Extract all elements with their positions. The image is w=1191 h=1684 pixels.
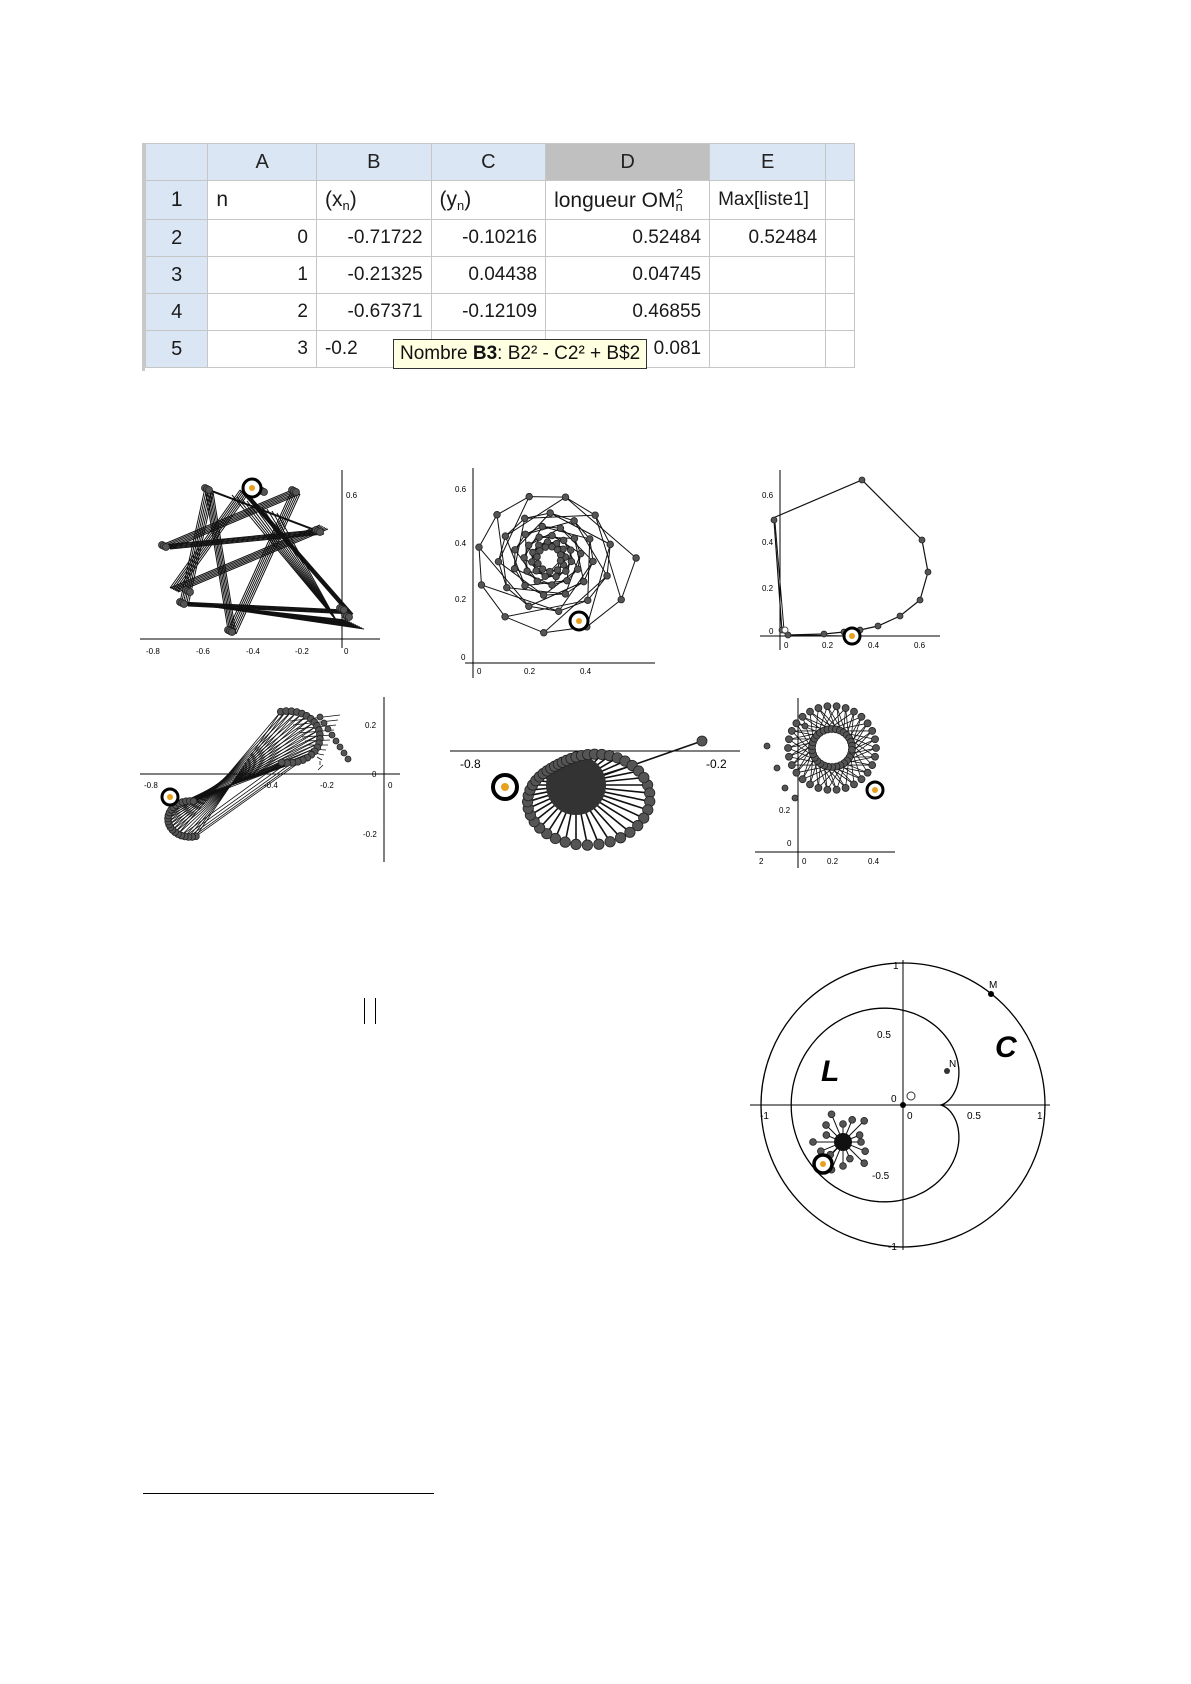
tick-y-0: 0.2 <box>365 721 377 730</box>
column-header-b[interactable]: B <box>316 144 431 181</box>
orbit-point <box>539 523 546 530</box>
column-header-a[interactable]: A <box>208 144 317 181</box>
tick-x-2: 0.4 <box>580 667 592 676</box>
orbit-point <box>925 569 931 575</box>
cell-c1-subscript: n <box>457 197 465 213</box>
orbit-point <box>317 714 323 720</box>
tick-x-1: -0.2 <box>706 757 727 771</box>
orbit-segment <box>168 734 320 821</box>
current-point-marker <box>493 775 517 799</box>
orbit-point <box>823 1132 830 1139</box>
orbit-point <box>615 833 625 843</box>
orbit-point <box>802 723 808 729</box>
orbit-point <box>503 584 510 591</box>
orbit-point <box>862 1148 869 1155</box>
orbit-point <box>539 566 546 573</box>
orbit-segment <box>595 515 621 599</box>
star-lines <box>162 488 364 634</box>
absolute-value-bars <box>364 998 376 1024</box>
polygon-path <box>773 480 928 635</box>
orbit-point <box>526 603 533 610</box>
point-m-label: M <box>989 980 998 991</box>
orbit-point <box>564 577 571 584</box>
orbit-segment <box>171 726 317 827</box>
orbit-point <box>502 533 509 540</box>
orbit-segment <box>479 547 482 585</box>
origin-point <box>782 627 788 633</box>
tick-y-0: 0.6 <box>346 491 358 500</box>
orbit-point <box>540 629 547 636</box>
orbit-point <box>547 510 554 517</box>
spreadsheet-grid[interactable] <box>145 143 855 368</box>
tooltip-prefix: Nombre <box>400 343 473 364</box>
orbit-point <box>333 738 339 744</box>
orbit-point <box>799 713 806 720</box>
orbit-point <box>560 837 570 847</box>
tick-x-0: 0 <box>784 641 789 650</box>
orbit-point <box>577 550 584 557</box>
figure-star <box>140 470 380 660</box>
orbit-segment <box>482 585 506 617</box>
point-n-label: N <box>949 1059 957 1070</box>
orbit-point <box>574 566 581 573</box>
polygon-points <box>771 477 931 638</box>
orbit-point <box>851 781 858 788</box>
footnote-rule <box>143 1493 434 1494</box>
column-header-c[interactable]: C <box>431 144 546 181</box>
orbit-point <box>594 839 604 849</box>
orbit-point <box>788 762 795 769</box>
orbit-point <box>785 753 792 760</box>
orbit-point <box>618 596 625 603</box>
orbit-point <box>823 1122 830 1129</box>
orbit-point <box>163 544 170 551</box>
orbit-point <box>604 573 611 580</box>
orbit-segment <box>182 747 317 802</box>
orbit-point <box>785 745 792 752</box>
orbit-point <box>858 1139 865 1146</box>
cell-e2[interactable]: 0.52484 <box>710 220 826 257</box>
tick-y-0: 0.2 <box>779 806 791 815</box>
cell-c4[interactable]: -0.12109 <box>431 294 546 331</box>
cell-b1-close: ) <box>349 187 357 211</box>
tick-x-3: 0.6 <box>914 641 926 650</box>
orbit-segment <box>529 497 565 498</box>
cell-f2[interactable] <box>826 220 855 257</box>
cell-b2[interactable]: -0.71722 <box>316 220 431 257</box>
tick-x-2: -0.2 <box>320 781 334 790</box>
orbit-point <box>840 1121 847 1128</box>
orbit-point <box>567 547 574 554</box>
orbit-point <box>555 608 562 615</box>
orbit-point <box>774 765 780 771</box>
orbit-point <box>562 591 569 598</box>
tick-y-1: 0 <box>787 839 792 848</box>
cell-d5[interactable]: 0.081 <box>546 331 710 368</box>
cell-d3[interactable]: 0.04745 <box>546 257 710 294</box>
orbit-point <box>788 727 795 734</box>
orbit-point <box>584 597 591 604</box>
cell-a1[interactable]: n <box>208 181 317 220</box>
cell-d2[interactable]: 0.52484 <box>546 220 710 257</box>
tick-x-0: 2 <box>759 857 764 866</box>
cell-c1[interactable] <box>431 181 546 220</box>
orbit-point <box>181 601 188 608</box>
orbit-point <box>568 558 575 565</box>
figure-pinwheel <box>450 705 740 885</box>
orbit-point <box>864 720 871 727</box>
tick-x-1: 0 <box>907 1111 913 1122</box>
cell-e5[interactable] <box>710 331 826 368</box>
orbit-point <box>495 558 502 565</box>
orbit-point <box>553 573 560 580</box>
orbit-point <box>512 546 519 553</box>
orbit-point <box>764 743 770 749</box>
cell-c2[interactable]: -0.10216 <box>431 220 546 257</box>
tick-x-0: -0.8 <box>146 647 160 656</box>
orbit-point <box>522 531 529 538</box>
orbit-point <box>534 578 541 585</box>
orbit-point <box>341 750 347 756</box>
orbit-point <box>840 1163 847 1170</box>
orbit-segment <box>587 544 610 626</box>
orbit-segment <box>587 600 621 627</box>
orbit-point <box>815 705 822 712</box>
column-header-f[interactable] <box>826 144 855 181</box>
current-point-marker <box>570 612 588 630</box>
orbit-point <box>872 736 879 743</box>
curve-l-label: L <box>821 1055 840 1088</box>
cell-a3[interactable]: 1 <box>208 257 317 294</box>
tick-x-4: 0 <box>344 647 349 656</box>
cell-d1-subscript: n <box>675 199 683 214</box>
orbit-point <box>533 567 540 574</box>
orbit-point <box>864 769 871 776</box>
orbit-point <box>345 756 351 762</box>
tick-x-1: -0.4 <box>264 781 278 790</box>
orbit-point <box>793 720 800 727</box>
orbit-point <box>842 784 849 791</box>
orbit-point <box>861 1117 868 1124</box>
tick-x-1: 0 <box>802 857 807 866</box>
tick-x-0: -1 <box>760 1111 769 1122</box>
orbit-point <box>833 786 840 793</box>
orbit-point <box>828 1111 835 1118</box>
orbit-point <box>639 772 649 782</box>
cell-e3[interactable] <box>710 257 826 294</box>
orbit-point <box>590 558 597 565</box>
point-m-dot <box>988 991 994 997</box>
tick-y-2: 0 <box>891 1094 897 1105</box>
orbit-point <box>535 560 542 567</box>
figure-spiral <box>455 468 655 678</box>
tick-y-1: 0 <box>372 770 377 779</box>
tick-y-2: 0.2 <box>762 584 774 593</box>
current-point-marker <box>162 789 178 805</box>
orbit-segment <box>179 743 319 803</box>
tick-y-0: 1 <box>893 961 899 972</box>
orbit-segment <box>574 538 583 581</box>
row-header-5[interactable]: 5 <box>146 331 208 368</box>
cell-f4[interactable] <box>826 294 855 331</box>
orbit-point <box>785 736 792 743</box>
orbit-point <box>549 582 556 589</box>
orbit-segment <box>272 511 336 620</box>
orbit-point <box>571 518 578 525</box>
orbit-point <box>540 592 547 599</box>
orbit-point <box>557 525 564 532</box>
orbit-segment <box>621 558 636 600</box>
ring-points <box>764 703 880 801</box>
orbit-point <box>325 726 331 732</box>
polygon-path-2 <box>775 522 850 636</box>
cell-b1-subscript: n <box>342 197 350 213</box>
orbit-segment <box>505 617 544 633</box>
orbit-point <box>605 837 615 847</box>
orbit-point <box>522 582 529 589</box>
figure-polygon <box>760 470 950 670</box>
tick-x-2: 0.5 <box>967 1111 981 1122</box>
orbit-point <box>697 736 707 746</box>
orbit-point <box>542 544 549 551</box>
cell-d4[interactable]: 0.46855 <box>546 294 710 331</box>
orbit-core <box>834 1133 852 1151</box>
cell-a5[interactable]: 3 <box>208 331 317 368</box>
orbit-point <box>792 795 798 801</box>
orbit-point <box>341 607 348 614</box>
orbit-point <box>478 582 485 589</box>
orbit-point <box>534 554 541 561</box>
orbit-point <box>807 781 814 788</box>
cell-e4[interactable] <box>710 294 826 331</box>
orbit-point <box>782 785 788 791</box>
tick-y-2: 0.2 <box>455 595 467 604</box>
orbit-segment <box>565 497 636 558</box>
orbit-segment <box>318 765 323 770</box>
orbit-point <box>329 732 335 738</box>
cell-f5[interactable] <box>826 331 855 368</box>
cell-f1[interactable] <box>826 181 855 220</box>
tick-y-0: 0.6 <box>762 491 774 500</box>
orbit-point <box>521 515 528 522</box>
column-header-d[interactable]: D <box>546 144 710 181</box>
orbit-point <box>547 568 554 575</box>
tick-y-1: 0.5 <box>877 1030 891 1041</box>
orbit-point <box>321 720 327 726</box>
orbit-point <box>810 1139 817 1146</box>
tick-y-1: 0.4 <box>762 538 774 547</box>
tick-x-2: -0.4 <box>246 647 260 656</box>
orbit-point <box>824 786 831 793</box>
orbit-point <box>525 542 532 549</box>
orbit-point <box>799 776 806 783</box>
orbit-point <box>842 705 849 712</box>
orbit-point <box>526 493 533 500</box>
orbit-point <box>562 494 569 501</box>
orbit-point <box>586 536 593 543</box>
orbit-point <box>861 1160 868 1167</box>
orbit-point <box>521 554 528 561</box>
spreadsheet-view[interactable] <box>145 143 855 371</box>
tooltip-cell: B3 <box>472 343 498 364</box>
cell-a4[interactable]: 2 <box>208 294 317 331</box>
tick-x-1: 0.2 <box>822 641 834 650</box>
orbit-point <box>821 631 827 637</box>
current-point-marker <box>844 628 860 644</box>
orbit-point <box>897 613 903 619</box>
orbit-point <box>549 532 556 539</box>
corner-cell[interactable] <box>146 144 208 181</box>
orbit-point <box>625 827 635 837</box>
orbit-point <box>848 746 855 753</box>
row-header-2[interactable]: 2 <box>146 220 208 257</box>
orbit-point <box>875 623 881 629</box>
orbit-point <box>872 753 879 760</box>
current-point-marker <box>867 782 883 798</box>
orbit-point <box>833 703 840 710</box>
orbit-segment <box>565 497 595 515</box>
orbit-point <box>554 567 561 574</box>
orbit-segment <box>497 515 507 588</box>
tick-x-3: 1 <box>1037 1111 1043 1122</box>
tooltip-formula: : B2² - C2² + B$2 <box>497 343 641 364</box>
tick-y-2: -0.2 <box>363 830 377 839</box>
tick-x-0: -0.8 <box>144 781 158 790</box>
orbit-point <box>557 557 564 564</box>
origin-dot <box>900 1102 906 1108</box>
orbit-segment <box>525 581 567 586</box>
tick-x-0: 0 <box>477 667 482 676</box>
orbit-point <box>824 703 831 710</box>
cell-c1-text: (y <box>439 187 458 211</box>
orbit-point <box>337 744 343 750</box>
orbit-point <box>580 578 587 585</box>
tick-x-0: -0.8 <box>460 757 481 771</box>
tick-y-0: 0.6 <box>455 485 467 494</box>
tick-y-3: -0.5 <box>872 1171 890 1182</box>
orbit-point <box>592 512 599 519</box>
cell-f3[interactable] <box>826 257 855 294</box>
orbit-segment <box>505 536 525 585</box>
current-point-marker <box>243 479 261 497</box>
orbit-point <box>873 745 880 752</box>
orbit-point <box>571 839 581 849</box>
orbit-point <box>607 541 614 548</box>
orbit-point <box>858 713 865 720</box>
spiral-points <box>476 493 640 636</box>
orbit-point <box>846 1155 853 1162</box>
cell-c3[interactable]: 0.04438 <box>431 257 546 294</box>
orbit-point <box>317 529 324 536</box>
cell-d1[interactable] <box>546 181 710 220</box>
orbit-point <box>771 517 777 523</box>
orbit-point <box>293 489 300 496</box>
orbit-point <box>206 487 213 494</box>
tick-x-1: -0.6 <box>196 647 210 656</box>
cell-b1[interactable] <box>316 181 431 220</box>
point-o-label: O <box>917 1094 918 1095</box>
tick-x-3: 0 <box>388 781 393 790</box>
orbit-point <box>919 537 925 543</box>
point-o-dot <box>907 1092 915 1100</box>
orbit-point <box>582 840 592 850</box>
cell-c1-close: ) <box>464 187 472 211</box>
orbit-point <box>807 708 814 715</box>
tick-y-1: 0.4 <box>455 539 467 548</box>
orbit-point <box>536 534 543 541</box>
orbit-point <box>563 568 570 575</box>
tick-y-3: 0 <box>461 653 466 662</box>
figure-cardioid <box>745 960 1055 1260</box>
cell-b1-text: (x <box>324 187 343 211</box>
orbit-point <box>917 597 923 603</box>
orbit-point <box>869 727 876 734</box>
orbit-point <box>494 511 501 518</box>
cell-d1-text: longueur OM <box>554 189 676 212</box>
cell-b5[interactable]: -0.2 <box>316 331 431 368</box>
current-point-marker <box>814 1155 832 1173</box>
pinwheel-points <box>522 736 707 850</box>
curve-c-label: C <box>995 1031 1017 1064</box>
orbit-point <box>815 784 822 791</box>
cell-d1-superscript: 2 <box>675 186 683 201</box>
orbit-point <box>524 568 531 575</box>
orbit-point <box>858 776 865 783</box>
orbit-segment <box>479 515 497 547</box>
cell-b3[interactable]: -0.21325 <box>316 257 431 294</box>
orbit-point <box>278 759 285 766</box>
row-header-1[interactable]: 1 <box>146 181 208 220</box>
orbit-point <box>529 559 536 566</box>
orbit-segment <box>175 719 311 832</box>
figure-bundle <box>140 697 400 867</box>
orbit-point <box>190 798 197 805</box>
orbit-point <box>869 762 876 769</box>
orbit-point <box>856 1132 863 1139</box>
tick-x-3: -0.2 <box>295 647 309 656</box>
orbit-point <box>229 629 236 636</box>
orbit-point <box>346 614 353 621</box>
orbit-point <box>560 537 567 544</box>
cell-a2[interactable]: 0 <box>208 220 317 257</box>
tick-y-3: 0 <box>769 627 774 636</box>
orbit-point <box>633 555 640 562</box>
row-header-3[interactable]: 3 <box>146 257 208 294</box>
orbit-point <box>476 544 483 551</box>
orbit-point <box>859 477 865 483</box>
cell-e1[interactable]: Max[liste1] <box>710 181 826 220</box>
tick-x-3: 0.4 <box>868 857 880 866</box>
cell-tooltip <box>393 339 647 369</box>
orbit-point <box>511 565 518 572</box>
orbit-point <box>571 535 578 542</box>
orbit-point <box>851 708 858 715</box>
cell-b4[interactable]: -0.67371 <box>316 294 431 331</box>
orbit-point <box>849 1116 856 1123</box>
tick-x-1: 0.2 <box>524 667 536 676</box>
tick-x-2: 0.4 <box>868 641 880 650</box>
row-header-4[interactable]: 4 <box>146 294 208 331</box>
orbit-segment <box>317 757 322 760</box>
tick-x-2: 0.2 <box>827 857 839 866</box>
orbit-point <box>502 613 509 620</box>
orbit-point <box>187 589 194 596</box>
figure-ring <box>755 698 905 873</box>
column-header-e[interactable]: E <box>710 144 826 181</box>
tick-y-4: -1 <box>888 1242 897 1253</box>
orbit-point <box>793 769 800 776</box>
